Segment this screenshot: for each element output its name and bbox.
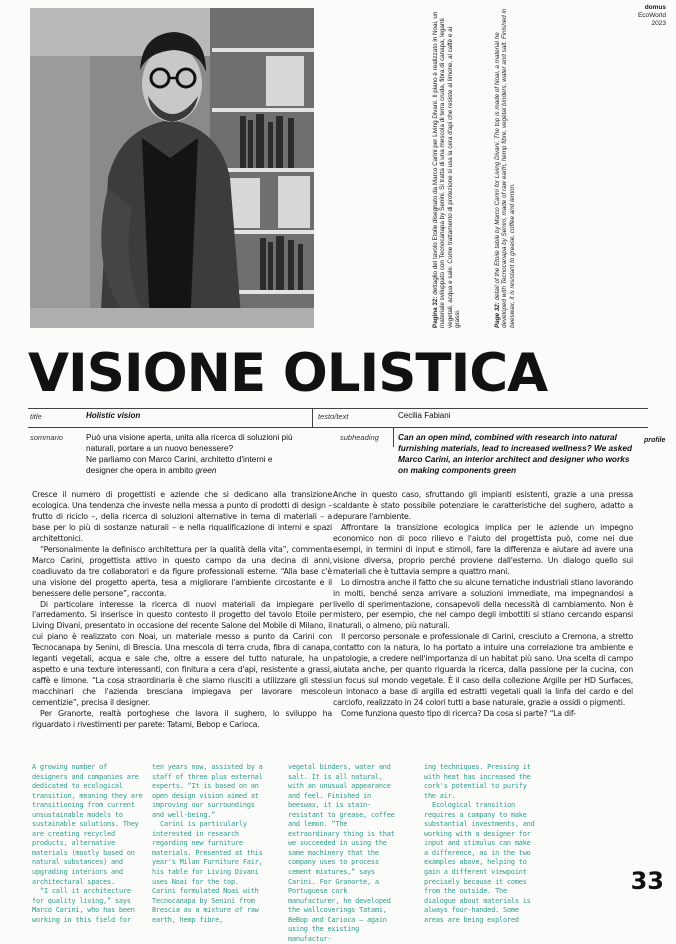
body-paragraph: Il percorso personale e professionale di Carini, cresciuto a Cremona, a stretto contatto con la natura, lo ha portato a intuire una correlazione tra ambiente e patologie, a credere nell'importanza di un habitat più sano. Una scelta di campo aiutata anche, per quanto riguarda la ricerca, dalla passione per la cucina, con un focus sul mondo vegetale. È il caso della collezione Argille per HD Surfaces, un intonaco a base di argilla ed estratti vegetali quali la linfa del cardo e del carciofo, realizzato in 24 colori tutti a base naturale, grazie a ossidi o pigmenti. (333, 632, 633, 708)
english-paragraph: Carini is particularly interested in research regarding new furniture materials. Presented at this year's Milan Furniture Fair, his table for Living Divani uses Noai for the top. Carini formulated Noai with Tecnocanapa by Senini from Brescia as a mixture of raw earth, hemp fibre, (152, 820, 263, 924)
caption-it-label: Pagina 32: (432, 296, 439, 328)
body-paragraph: “Personalmente la definisco architettura per la qualità della vita”, commenta Marco Carini, progettista attivo in questo campo da una decina di anni, coadiuvato da tre collaboratori e da figure professionali esterne. “Alla base c'è una visione del progetto aperta, tesa a migliorare l'ambiente circostante e il benessere delle persone”, racconta. (32, 544, 332, 598)
english-paragraph: “I call it architecture for quality living,” says Marco Carini, who has been working in this field for (32, 887, 135, 924)
english-column-1 (32, 763, 146, 925)
meta-rule-middle (28, 427, 648, 428)
masthead (638, 4, 666, 28)
english-paragraph: A growing number of designers and companies are dedicated to ecological transition, meaning they are transitioning from current unsustainable models to sustainable solutions. They are creating recycled products, alternative materials (mostly based on natural substances) and upgrading interiors and architectural spaces. (32, 763, 143, 886)
body-column-2 (333, 490, 633, 720)
subheading-divider (393, 427, 394, 447)
caption-italian (432, 8, 488, 328)
title-label: title (30, 412, 42, 421)
caption-it-text: dettaglio del tavolo Etoile disegnato da Marco Carini per Living Divani. Il piano è realizzato in Noai, un materiale sviluppato con Tecnocanapa by Senini. Si tratta di una mescola di terra cruda, fibra di canapa, leganti vegetali, acqua e sale. Come trattamento di protezione si usa la cera d'api che resiste al limone, al caffè e ai grassi. (432, 11, 461, 328)
meta-rule-top (28, 408, 648, 409)
profile-label: profile (644, 437, 666, 444)
sommario-label: sommario (30, 433, 63, 442)
sommario-line-2-text: Ne parliamo con Marco Carini, architetto d'interni e designer che opera in ambito (86, 454, 273, 475)
caption-en-text: detail of the Etoile table by Marco Carini for Living Divani. The top is made of Noai, a material he developed with Tecnocanapa by Senini, made of raw earth, hemp fibre, vegetal binders, water and salt. Finished in beeswax, it is resistant to grease, coffee and lemon. (494, 8, 516, 328)
subheading-label: subheading (340, 433, 379, 442)
author-label: testo/text (318, 412, 349, 421)
title-value: Holistic vision (86, 411, 141, 420)
magazine-name: domus (644, 4, 666, 11)
body-paragraph: Per Granorte, realtà portoghese che lavora il sughero, lo sviluppo ha riguardato i rivestimenti per parete: Tatami, Bebop e Carioca. (32, 709, 332, 730)
sommario-line-1: Può una visione aperta, unita alla ricerca di soluzioni più naturali, portare a un nuovo benessere? (86, 432, 293, 453)
body-paragraph: Anche in questo caso, sfruttando gli impianti esistenti, grazie a una pressa scaldante è stato possibile potenziare le caratteristiche del sughero, adatto a depurare l'ambiente. (333, 490, 633, 521)
body-paragraph: Lo dimostra anche il fatto che su alcune tematiche industriali stiano lavorando in molti, benché senza arrivare a soluzioni immediate, ma impegnandosi a livello di sperimentazione, consapevoli della necessità di cambiamento. Non è mistero, per esempio, che nel campo degli imbottiti si stiano cercando espansi naturali, o almeno, più naturali. (333, 577, 633, 631)
body-paragraph: Cresce il numero di progettisti e aziende che si dedicano alla transizione ecologica. Una tendenza che investe nella messa a punto di prodotti di design – frutto di riciclo –, della ricerca di soluzioni alternative in tema di materiali – a base per lo più di sostanze naturali – e nella riqualificazione di interni e spazi architettonici. (32, 490, 332, 543)
english-column-2 (152, 763, 266, 925)
portrait-photo (30, 8, 314, 328)
meta-divider (312, 408, 313, 427)
caption-english (494, 8, 550, 328)
issue-year: 2023 (651, 20, 666, 27)
english-paragraph: vegetal binders, water and salt. It is all natural, with an unusual appearance and feel. Finished in beeswax, it is stain-resistant to grease, coffee and lemon. “The extraordinary thing is that we succeeded in using the same machinery that the company uses to process cement mixtures,” says Carini. For Granorte, a Portuguese cork manufacturer, he developed the wallcoverings Tatami, BeBop and Carioca – again using the existing manufactur- (288, 763, 395, 943)
body-paragraph: Di particolare interesse la ricerca di nuovi materiali da impiegare per l'arredamento. Si inserisce in questo contesto il progetto del tavolo Etoile per Living Divani, presentato in occasione del recente Salone del Mobile di Milano, il cui piano è realizzato con Noai, un materiale messo a punto da Carini con Tecnocanapa by Senini, di Brescia. Una mescola di terra cruda, fibra di canapa, leganti vegetali, acqua e sale che, oltre a essere del tutto naturale, ha un aspetto e una texture interessanti, con finitura a cera d'api, resistente a grassi, caffè e limone. “La cosa straordinaria è che siamo riusciti a utilizzare gli stessi macchinari che l'azienda bresciana impiegava per lavorare mescole cementizie”, precisa il designer. (32, 599, 332, 708)
photo-captions (432, 8, 552, 328)
sommario-green: green (195, 465, 217, 475)
page-number: 33 (630, 867, 664, 895)
body-column-1 (32, 490, 332, 731)
english-column-4 (424, 763, 538, 925)
sommario-line-2 (86, 454, 306, 476)
body-paragraph: Come funziona questo tipo di ricerca? Da cosa si parte? “La dif- (341, 709, 576, 719)
sommario-italian (86, 432, 306, 476)
author-value: Cecilia Fabiani (398, 411, 451, 420)
english-paragraph: Ecological transition requires a company to make substantial investments, and working with a designer for input and stimulus can make a difference, as in the two examples above, helping to gain a different viewpoint precisely because it comes from the outside. The dialogue about materials is always four-handed. Some areas are being explored (424, 801, 535, 924)
english-column-3 (288, 763, 402, 944)
english-paragraph: ten years now, assisted by a staff of three plus external experts. “It is based on an open design vision aimed at improving our surroundings and well-being.” (152, 763, 263, 819)
body-paragraph: Affrontare la transizione ecologica implica per le aziende un impegno economico non di poco rilievo e l'aiuto del progettista può, come nei due esempi, in termini di input e stimoli, fare la differenza e aiutare ad avere una visione diversa, proprio perché proviene dall'esterno. Un dialogo quello sui materiali che è tuttavia sempre a quattro mani. (333, 522, 633, 576)
supplement-name: EcoWorld (637, 12, 666, 19)
english-paragraph: ing techniques. Pressing it with heat has increased the cork's potential to purify the air. (424, 763, 531, 800)
headline: VISIONE OLISTICA (28, 343, 548, 404)
subheading-english: Can an open mind, combined with research into natural furnishing materials, lead to increased wellness? We asked Marco Carini, an interior architect and designer who works on making components green (398, 432, 633, 475)
portrait-illustration (30, 8, 314, 328)
caption-en-label: Page 32: (494, 302, 501, 328)
